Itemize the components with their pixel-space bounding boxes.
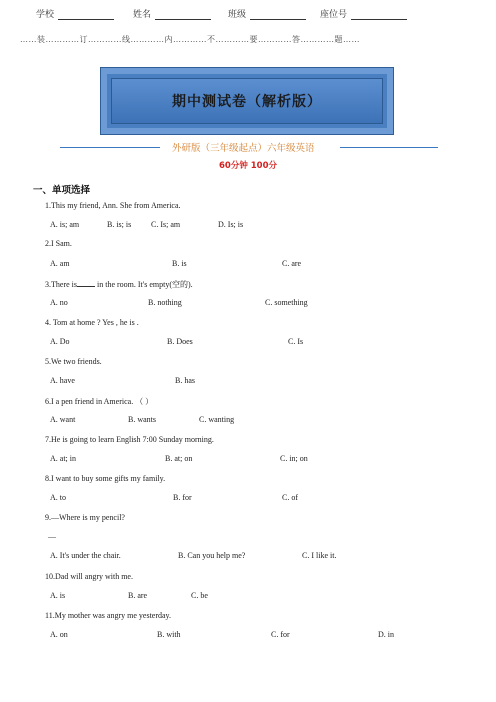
q11-option-d[interactable]: D. in (378, 630, 394, 639)
title-banner-inner (111, 78, 383, 124)
q4-option-b[interactable]: B. Does (167, 337, 193, 346)
q2-option-b[interactable]: B. is (172, 259, 187, 268)
name-blank[interactable] (155, 10, 211, 20)
q4-option-a[interactable]: A. Do (50, 337, 70, 346)
question-3 (45, 279, 193, 290)
q10-option-c[interactable]: C. be (191, 591, 208, 600)
seat-label: 座位号 (320, 9, 348, 19)
name-field[interactable] (133, 7, 211, 20)
q10-option-b[interactable]: B. are (128, 591, 148, 600)
subtitle-divider-right (340, 147, 438, 148)
q9-option-a[interactable]: A. It's under the chair. (50, 551, 121, 560)
q8-option-c[interactable]: C. of (282, 493, 298, 502)
subtitle-row (60, 140, 440, 154)
question-2: 2.I Sam. (45, 239, 72, 248)
q1-option-b[interactable]: B. is; is (107, 220, 132, 229)
q3-answer-blank[interactable] (77, 279, 95, 287)
class-blank[interactable] (250, 10, 306, 20)
q2-option-c[interactable]: C. are (282, 259, 302, 268)
q8-option-a[interactable]: A. to (50, 493, 66, 502)
q1-option-d[interactable]: D. Is; is (218, 220, 244, 229)
q9-answer-dash: — (48, 532, 56, 541)
question-10: 10.Dad will angry with me. (45, 572, 133, 581)
question-1: 1.This my friend, Ann. She from America. (45, 201, 181, 210)
q1-option-c[interactable]: C. Is; am (151, 220, 181, 229)
time-and-score: 60分钟 100分 (218, 161, 278, 171)
q10-option-a[interactable]: A. is (50, 591, 66, 600)
q2-option-a[interactable]: A. am (50, 259, 70, 268)
question-11: 11.My mother was angry me yesterday. (45, 611, 172, 620)
title-banner (100, 67, 394, 135)
question-7: 7.He is going to learn English 7:00 Sunday morning. (45, 435, 214, 444)
q6-option-a[interactable]: A. want (50, 415, 76, 424)
section-title-multiple-choice: 一、单项选择 (33, 185, 91, 196)
exam-subtitle: 外研版（三年级起点）六年级英语 (172, 143, 315, 154)
q5-option-b[interactable]: B. has (175, 376, 195, 385)
q6-option-c[interactable]: C. wanting (199, 415, 235, 424)
question-4: 4. Tom at home ? Yes , he is . (45, 318, 139, 327)
q6-option-b[interactable]: B. wants (128, 415, 156, 424)
q3-stem-start: 3.There is (45, 280, 77, 289)
q3-option-b[interactable]: B. nothing (148, 298, 182, 307)
question-5: 5.We two friends. (45, 357, 102, 366)
school-blank[interactable] (58, 10, 114, 20)
exam-title: 期中测试卷（解析版） (172, 94, 322, 110)
q5-option-a[interactable]: A. have (50, 376, 75, 385)
class-label: 班级 (228, 9, 247, 19)
class-field[interactable] (228, 7, 306, 20)
subtitle-divider-left (60, 147, 160, 148)
q9-option-b[interactable]: B. Can you help me? (178, 551, 246, 560)
q9-option-c[interactable]: C. I like it. (302, 551, 337, 560)
school-label: 学校 (36, 9, 55, 19)
question-8: 8.I want to buy some gifts my family. (45, 474, 166, 483)
q3-stem-end: in the room. It's empty(空的). (95, 280, 193, 289)
q8-option-b[interactable]: B. for (173, 493, 192, 502)
q4-option-c[interactable]: C. Is (288, 337, 304, 346)
name-label: 姓名 (133, 9, 152, 19)
school-field[interactable] (36, 7, 114, 20)
question-9: 9.—Where is my pencil? (45, 513, 125, 522)
q7-option-c[interactable]: C. in; on (280, 454, 308, 463)
q3-option-a[interactable]: A. no (50, 298, 68, 307)
q11-option-c[interactable]: C. for (271, 630, 290, 639)
seat-blank[interactable] (351, 10, 407, 20)
q7-option-a[interactable]: A. at; in (50, 454, 76, 463)
q1-option-a[interactable]: A. is; am (50, 220, 80, 229)
seat-field[interactable] (320, 7, 407, 20)
q3-option-c[interactable]: C. something (265, 298, 308, 307)
q11-option-a[interactable]: A. on (50, 630, 68, 639)
question-6: 6.I a pen friend in America. （ ） (45, 397, 154, 406)
q11-option-b[interactable]: B. with (157, 630, 181, 639)
binding-seal-line: ……装…………订…………线…………内…………不…………要…………答…………题…… (20, 35, 360, 44)
q7-option-b[interactable]: B. at; on (165, 454, 193, 463)
